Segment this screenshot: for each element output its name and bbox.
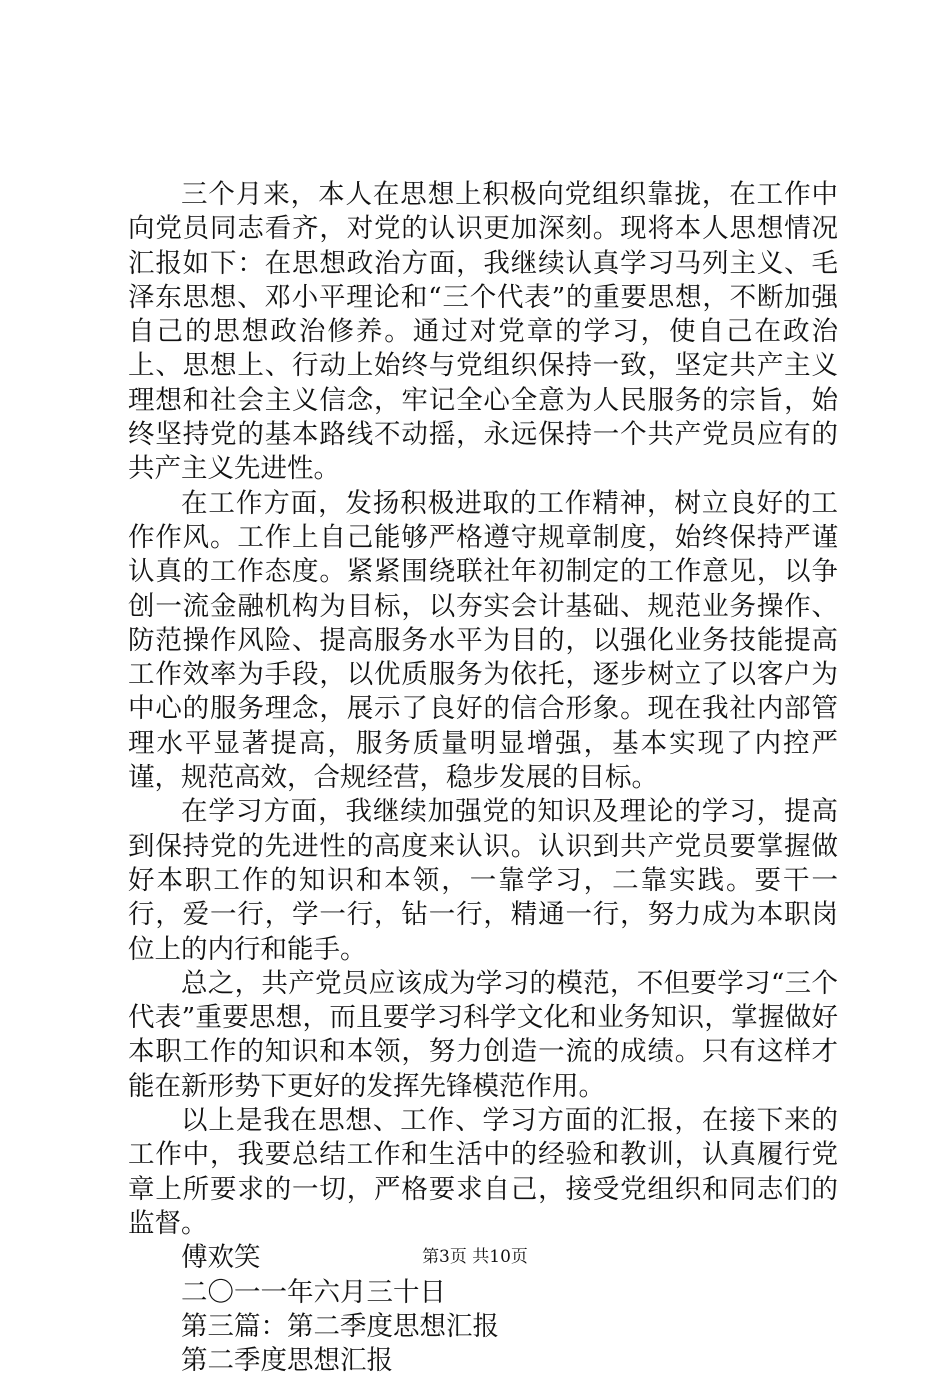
paragraph-work: 在工作方面，发扬积极进取的工作精神，树立良好的工作作风。工作上自己能够严格遵守规章制度，始终保持严谨认真的工作态度。紧紧围绕联社年初制定的工作意见，以争创一流金融机构为目标，以夯实会计基础、规范业务操作、防范操作风险、提高服务水平为目的，以强化业务技能提高工作效率为手段，以优质服务为依托，逐步树立了以客户为中心的服务理念，展示了良好的信合形象。现在我社内部管理水平显著提高，服务质量明显增强，基本实现了内控严谨，规范高效，合规经营，稳步发展的目标。 [128,487,838,794]
signature: 傅欢笑 [181,1242,261,1274]
section-title: 第二季度思想汇报 [181,1345,393,1377]
paragraph-study: 在学习方面，我继续加强党的知识及理论的学习，提高到保持党的先进性的高度来认识。认识到共产党员要掌握做好本职工作的知识和本领，一靠学习，二靠实践。要干一行，爱一行，学一行，钻一行，精通一行，努力成为本职岗位上的内行和能手。 [128,796,838,965]
section-heading: 第三篇：第二季度思想汇报 [181,1310,499,1342]
report-date: 二〇一一年六月三十日 [181,1276,446,1308]
document-body [128,178,838,1378]
paragraph-closing: 以上是我在思想、工作、学习方面的汇报，在接下来的工作中，我要总结工作和生活中的经验和教训，认真履行党章上所要求的一切，严格要求自己，接受党组织和同志们的监督。 [128,1105,838,1239]
paragraph-summary: 总之，共产党员应该成为学习的模范，不但要学习“三个代表”重要思想，而且要学习科学文化和业务知识，掌握做好本职工作的知识和本领，努力创造一流的成绩。只有这样才能在新形势下更好的发挥先锋模范作用。 [128,967,838,1102]
paragraph-political-thought: 三个月来，本人在思想上积极向党组织靠拢，在工作中向党员同志看齐，对党的认识更加深刻。现将本人思想情况汇报如下：在思想政治方面，我继续认真学习马列主义、毛泽东思想、邓小平理论和“三个代表”的重要思想，不断加强自己的思想政治修养。通过对党章的学习，使自己在政治上、思想上、行动上始终与党组织保持一致，坚定共产主义理想和社会主义信念，牢记全心全意为人民服务的宗旨，始终坚持党的基本路线不动摇，永远保持一个共产党员应有的共产主义先进性。 [128,179,838,485]
page-number: 第3页 共10页 [422,1247,528,1267]
